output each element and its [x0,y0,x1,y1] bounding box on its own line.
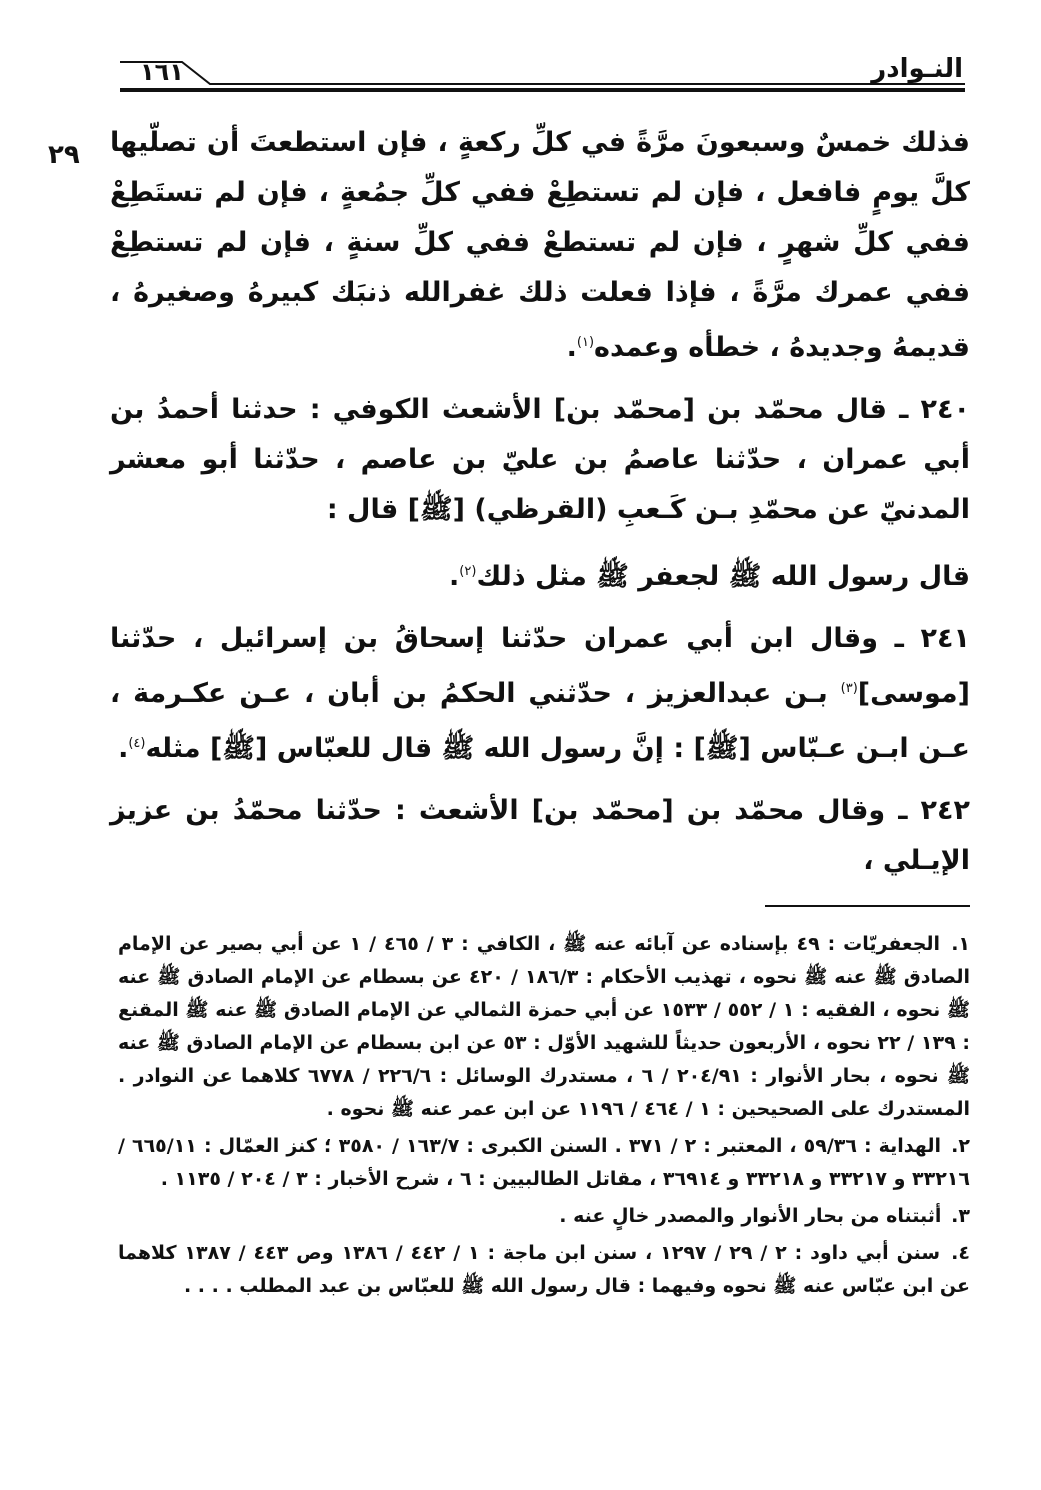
footnote [118,1200,970,1233]
footnote [118,1237,970,1303]
footnote-number: ٤. [951,1242,970,1264]
paragraph: ٢٤٢ ـ وقال محمّد بن [محمّد بن] الأشعث : حدّثنا محمّدُ بن عزيز الإيـلي ، [110,795,970,876]
footnotes [118,928,970,1307]
footnote-text: الهداية : ٥٩/٣٦ ، المعتبر : ٢ / ٣٧١ . السنن الكبرى : ١٦٣/٧ / ٣٥٨٠ ؛ كنز العمّال : ٦٦٥/١١ / ٣٣٢١٦ و ٣٣٢١٧ و ٣٣٢١٨ و ٣٦٩١٤ ، مقاتل الطالبيين : ٦ ، شرح الأخبار : ٣ / ٢٠٤ / ١١٣٥ . [118,1135,970,1190]
footnote-text: أثبتناه من بحار الأنوار والمصدر خالٍ عنه . [559,1205,942,1227]
running-header [110,38,965,98]
footnote [118,928,970,1126]
footnote-text: الجعفريّات : ٤٩ بإسناده عن آبائه عنه ﷺ ، الكافي : ٣ / ٤٦٥ / ١ عن أبي بصير عن الإمام الصادق ﷺ عنه ﷺ نحوه ، تهذيب الأحكام : ١٨٦/٣ / ٤٢٠ عن بسطام عن الإمام الصادق ﷺ عنه ﷺ نحوه ، الفقيه : ١ / ٥٥٢ / ١٥٣٣ عن أبي حمزة الثمالي عن الإمام الصادق ﷺ عنه ﷺ المقنع : ١٣٩ / ٢٢ نحوه ، الأربعون حديثاً للشهيد الأوّل : ٥٣ عن ابن بسطام عن الإمام الصادق ﷺ عنه ﷺ نحوه ، بحار الأنوار : ٢٠٤/٩١ / ٦ ، مستدرك الوسائل : ٢٢٦/٦ / ٦٧٧٨ كلاهما عن النوادر . المستدرك على الصحيحين : ١ / ٤٦٤ / ١١٩٦ عن ابن عمر عنه ﷺ نحوه . [118,933,971,1120]
header-rule [110,38,965,98]
footnote-ref[interactable]: (٤) [128,736,146,751]
footnote-separator [765,905,970,907]
footnote-number: ١. [951,933,971,955]
page-number: ١٦١ [140,58,184,86]
footnote-ref[interactable]: (٢) [459,564,477,579]
footnote [118,1130,970,1196]
header-title: النـوادر [871,54,963,84]
margin-page-marker: ٢٩ [48,140,80,170]
footnote-ref[interactable]: (١) [576,335,595,350]
footnote-number: ٣. [951,1205,970,1227]
paragraph: فذلك خمسٌ وسبعونَ مرَّةً في كلِّ ركعةٍ ، فإن استطعتَ أن تصلّيها كلَّ يومٍ فافعل ، فإن لم تستطِعْ ففي كلِّ جمُعةٍ ، فإن لم تستَطِعْ ففي كلِّ شهرٍ ، فإن لم تستطعْ ففي كلِّ سنةٍ ، فإن لم تستطِعْ ففي عمرك مرَّةً ، فإذا فعلت ذلك غفرالله ذنبَك كبيرهُ وصغيرهُ ، قديمهُ وجديدهُ ، خطأه وعمده$^{(١)}$. [110,127,970,363]
main-text [110,118,970,898]
paragraph: ٢٤٠ ـ قال محمّد بن [محمّد بن] الأشعث الكوفي : حدثنا أحمدُ بن أبي عمران ، حدّثنا عاصمُ بن عليّ بن عاصم ، حدّثنا أبو معشر المدنيّ عن محمّدِ بـن كَـعبِ (القرظي) [ﷺ] قال : [110,394,970,525]
footnote-number: ٢. [951,1135,970,1157]
paragraph: قال رسول الله ﷺ لجعفر ﷺ مثل ذلك$^{(٢)}$. [449,561,970,592]
footnote-ref[interactable]: (٣) [840,681,858,696]
footnote-text: سنن أبي داود : ٢ / ٢٩ / ١٢٩٧ ، سنن ابن ماجة : ١ / ٤٤٢ / ١٣٨٦ وص ٤٤٣ / ١٣٨٧ كلاهما عن ابن عبّاس عنه ﷺ نحوه وفيهما : قال رسول الله ﷺ للعبّاس بن عبد المطلب . . . . [118,1242,970,1297]
paragraph: ٢٤١ ـ وقال ابن أبي عمران حدّثنا إسحاقُ بن إسرائيل ، حدّثنا [موسى]$^{(٣)}$ بـن عبدالعزيز ، حدّثني الحكمُ بن أبان ، عـن عكـرمة ، عـن ابـن عـبّاس [ﷺ] : إنَّ رسول الله ﷺ قال للعبّاس [ﷺ] مثله$^{(٤)}$. [110,623,970,764]
